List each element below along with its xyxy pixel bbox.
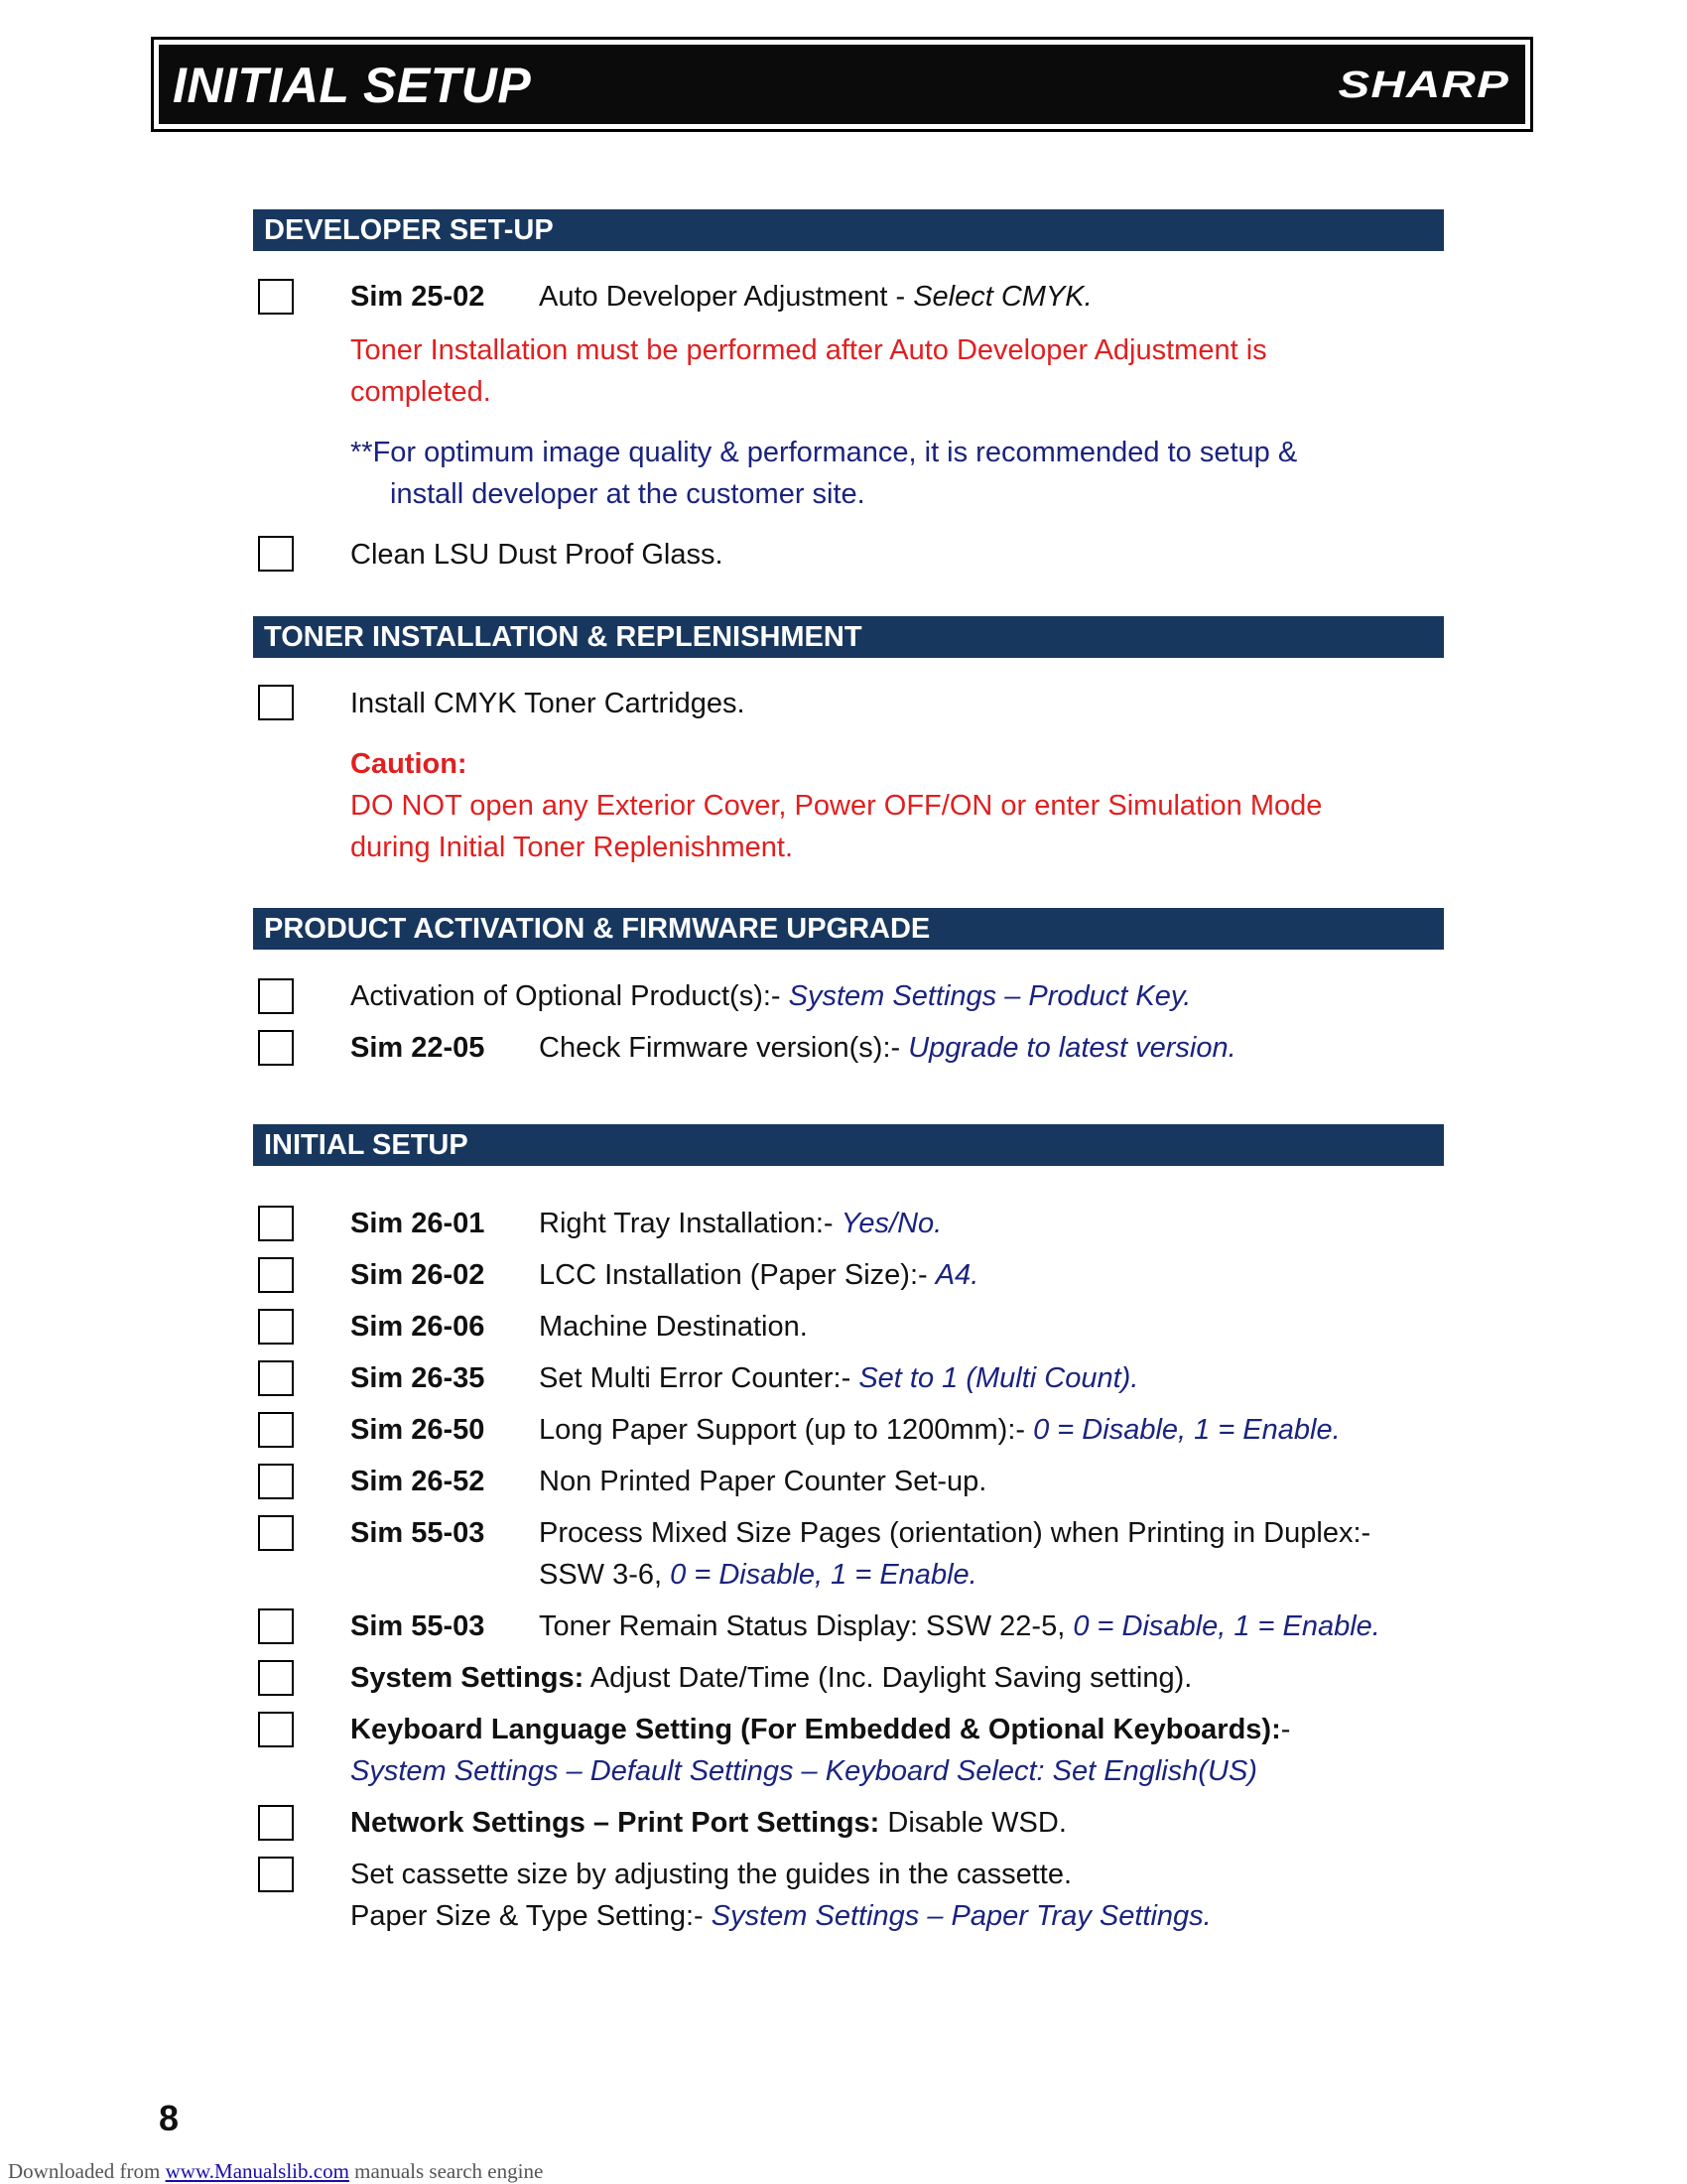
checkbox-sim-22-05[interactable] [258, 1030, 294, 1066]
section-product-activation: PRODUCT ACTIVATION & FIRMWARE UPGRADE [253, 908, 1444, 950]
item-note: Select CMYK. [913, 281, 1093, 313]
section-developer-setup: DEVELOPER SET-UP [253, 209, 1444, 251]
item-network-settings [350, 1802, 1067, 1844]
item-sim-26-02 [350, 1254, 978, 1296]
item-sim-26-52 [350, 1461, 986, 1502]
item-text: Process Mixed Size Pages (orientation) when Printing in Duplex:- [539, 1517, 1371, 1549]
item-sim-55-03-duplex [350, 1512, 1370, 1554]
sim-code: Sim 26-02 [350, 1259, 485, 1291]
item-sim-26-35 [350, 1357, 1138, 1399]
checkbox-network-settings[interactable] [258, 1805, 294, 1841]
recommend-line-1: **For optimum image quality & performance, it is recommended to setup & [350, 437, 1298, 468]
sim-code: Sim 55-03 [350, 1517, 485, 1549]
checkbox-sim-26-52[interactable] [258, 1464, 294, 1499]
sim-code: Sim 26-06 [350, 1311, 485, 1343]
item-bold-label: System Settings: [350, 1662, 584, 1694]
sim-code: Sim 25-02 [350, 281, 485, 313]
sim-code: Sim 55-03 [350, 1610, 485, 1642]
item-paper-size-type [350, 1895, 1212, 1937]
item-note: Set to 1 (Multi Count). [858, 1362, 1139, 1394]
checkbox-clean-lsu[interactable] [258, 536, 294, 572]
checkbox-cassette-size[interactable] [258, 1857, 294, 1892]
checkbox-activation[interactable] [258, 978, 294, 1014]
warning-line-1: Toner Installation must be performed after Auto Developer Adjustment is [350, 334, 1267, 366]
item-keyboard-language-note: System Settings – Default Settings – Keyboard Select: Set English(US) [350, 1755, 1257, 1787]
header-title: INITIAL SETUP [173, 58, 532, 113]
item-keyboard-language [350, 1709, 1290, 1750]
item-text: - [1280, 1714, 1291, 1745]
item-note: 0 = Disable, 1 = Enable. [670, 1559, 977, 1591]
item-text: Toner Remain Status Display: SSW 22-5, [539, 1610, 1074, 1642]
sim-code: Sim 26-35 [350, 1362, 485, 1394]
item-system-settings [350, 1657, 1192, 1699]
checkbox-sim-26-06[interactable] [258, 1309, 294, 1345]
caution-line-1: DO NOT open any Exterior Cover, Power OFF/ON or enter Simulation Mode [350, 790, 1323, 822]
item-text: Activation of Optional Product(s):- [350, 980, 789, 1012]
footer-suffix: manuals search engine [348, 2159, 544, 2183]
item-text: SSW 3-6, [539, 1559, 671, 1591]
page-header [151, 37, 1533, 132]
item-note: A4. [935, 1259, 979, 1291]
item-bold-label: Keyboard Language Setting (For Embedded & Optional Keyboards): [350, 1714, 1281, 1745]
item-note: 0 = Disable, 1 = Enable. [1033, 1414, 1341, 1446]
checkbox-sim-26-02[interactable] [258, 1257, 294, 1293]
item-clean-lsu: Clean LSU Dust Proof Glass. [350, 539, 723, 571]
checkbox-sim-26-01[interactable] [258, 1206, 294, 1241]
item-sim-22-05 [350, 1027, 1236, 1069]
item-text: Right Tray Installation:- [539, 1208, 842, 1239]
item-note: System Settings – Product Key. [788, 980, 1192, 1012]
checkbox-system-settings[interactable] [258, 1660, 294, 1696]
section-toner-installation: TONER INSTALLATION & REPLENISHMENT [253, 616, 1444, 658]
item-text: Disable WSD. [879, 1807, 1067, 1839]
item-sim-25-02 [350, 276, 1093, 318]
footer-prefix: Downloaded from [8, 2159, 166, 2183]
sharp-logo: SHARP [1338, 64, 1509, 106]
item-text: Set Multi Error Counter:- [539, 1362, 859, 1394]
item-sim-55-03-toner [350, 1606, 1380, 1647]
item-sim-26-06 [350, 1306, 808, 1348]
checkbox-sim-26-35[interactable] [258, 1360, 294, 1396]
section-initial-setup: INITIAL SETUP [253, 1124, 1444, 1166]
item-install-toner: Install CMYK Toner Cartridges. [350, 688, 745, 719]
item-text: Long Paper Support (up to 1200mm):- [539, 1414, 1034, 1446]
item-note: 0 = Disable, 1 = Enable. [1073, 1610, 1380, 1642]
sim-code: Sim 22-05 [350, 1032, 485, 1064]
item-text: Check Firmware version(s):- [539, 1032, 909, 1064]
item-note: Yes/No. [841, 1208, 943, 1239]
recommend-line-2: install developer at the customer site. [390, 478, 865, 510]
item-text: Paper Size & Type Setting:- [350, 1900, 712, 1932]
footer-link[interactable]: www.Manualslib.com [165, 2159, 349, 2183]
item-text: Auto Developer Adjustment - [539, 281, 914, 313]
warning-line-2: completed. [350, 376, 491, 408]
checkbox-sim-55-03-duplex[interactable] [258, 1515, 294, 1551]
item-text: Machine Destination. [539, 1311, 808, 1343]
checkbox-sim-26-50[interactable] [258, 1412, 294, 1448]
item-sim-26-50 [350, 1409, 1341, 1451]
footer [8, 2159, 543, 2184]
page-number: 8 [159, 2098, 180, 2138]
item-text: LCC Installation (Paper Size):- [539, 1259, 936, 1291]
sim-code: Sim 26-50 [350, 1414, 485, 1446]
checkbox-install-toner[interactable] [258, 685, 294, 720]
item-sim-55-03-duplex-line-2 [539, 1554, 977, 1596]
caution-label: Caution: [350, 748, 467, 780]
caution-line-2: during Initial Toner Replenishment. [350, 832, 794, 863]
item-text: Non Printed Paper Counter Set-up. [539, 1466, 987, 1497]
item-note: System Settings – Paper Tray Settings. [711, 1900, 1212, 1932]
item-note: Upgrade to latest version. [908, 1032, 1236, 1064]
item-bold-label: Network Settings – Print Port Settings: [350, 1807, 880, 1839]
item-sim-26-01 [350, 1203, 942, 1244]
checkbox-keyboard-language[interactable] [258, 1712, 294, 1747]
item-text: Adjust Date/Time (Inc. Daylight Saving setting). [584, 1662, 1193, 1694]
item-cassette-size: Set cassette size by adjusting the guides in the cassette. [350, 1859, 1073, 1890]
sim-code: Sim 26-52 [350, 1466, 485, 1497]
item-activation [350, 975, 1191, 1017]
checkbox-sim-55-03-toner[interactable] [258, 1608, 294, 1644]
sim-code: Sim 26-01 [350, 1208, 485, 1239]
header-background [159, 45, 1525, 124]
checkbox-sim-25-02[interactable] [258, 279, 294, 315]
